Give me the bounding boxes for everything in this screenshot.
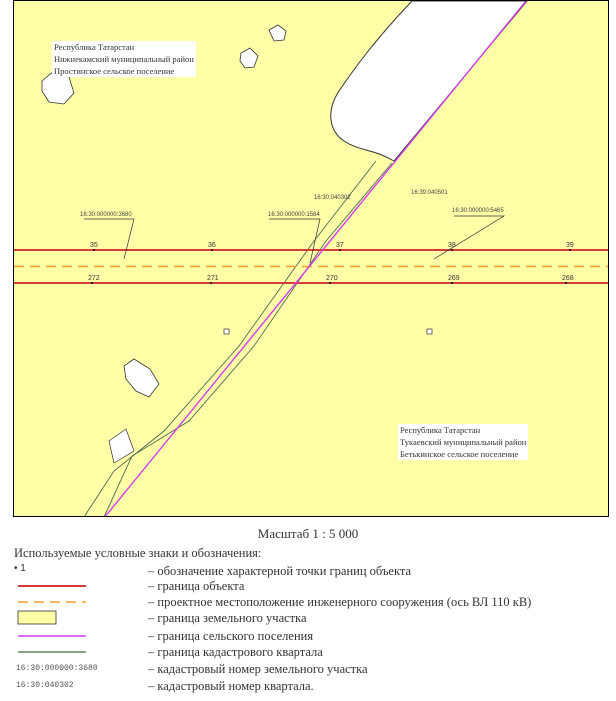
boundary-point-marker (569, 249, 571, 251)
boundary-point-number: 38 (448, 242, 456, 249)
land-plot-symbol (14, 610, 124, 626)
settlement-symbol (14, 628, 124, 644)
legend-desc: – проектное местоположение инженерного сооружения (ось ВЛ 110 кВ) (148, 595, 532, 609)
region-label-north (52, 41, 196, 77)
boundary-point-number: 39 (566, 242, 574, 249)
quarter-number-symbol (14, 678, 124, 694)
quarter-label: 16:30:040302 (314, 195, 351, 201)
legend-item-land-plot (14, 610, 609, 626)
boundary-point-marker (210, 282, 212, 284)
legend-desc: – обозначение характерной точки границ объекта (148, 564, 412, 578)
quarter-number-sample: 16:30:040302 (16, 681, 74, 690)
boundary-point-marker (91, 282, 93, 284)
parcel-label: 16:30:000000:5465 (452, 208, 504, 214)
boundary-point-number: 268 (562, 275, 574, 282)
legend-desc: – граница кадастрового квартала (148, 645, 323, 659)
point-symbol: • 1 (14, 563, 26, 574)
boundary-point-number: 36 (208, 242, 216, 249)
quarter-label: 16:39:040501 (411, 190, 448, 196)
boundary-point-marker (565, 282, 567, 284)
legend-title: Используемые условные знаки и обозначения: (14, 546, 262, 560)
boundary-point-marker (93, 249, 95, 251)
legend-desc: – кадастровый номер земельного участка (148, 662, 368, 676)
parcel-label: 16:30:000000:3680 (80, 212, 132, 218)
legend-desc: – граница земельного участка (148, 611, 307, 625)
boundary-point-number: 37 (336, 242, 344, 249)
axis-symbol (14, 594, 124, 610)
legend-item-axis (14, 594, 609, 610)
legend-desc: – кадастровый номер квартала. (148, 679, 314, 693)
boundary-point-marker (329, 282, 331, 284)
legend-item-settlement (14, 628, 609, 644)
legend-item-object-boundary (14, 578, 609, 594)
legend-item-parcel-number (14, 661, 609, 677)
legend-item-point (14, 563, 609, 579)
region-settlement: Простинское сельское поселение (54, 66, 175, 76)
region-republic: Республика Татарстан (400, 425, 481, 435)
region-district: Тукаевский муниципальный район (400, 437, 527, 447)
marker-square (427, 329, 432, 334)
legend-desc: – граница сельского поселения (148, 629, 314, 643)
region-republic: Республика Татарстан (54, 42, 135, 52)
parcel-number-sample: 16:30:000000:3680 (16, 664, 98, 673)
scale-text: Масштаб 1 : 5 000 (257, 526, 359, 541)
cadastral-map (13, 0, 609, 517)
boundary-point-marker (339, 249, 341, 251)
parcel-label: 16:30:000000:1584 (268, 212, 320, 218)
legend-item-quarter (14, 644, 609, 660)
legend-item-quarter-number (14, 678, 609, 694)
object-boundary-symbol (14, 578, 124, 594)
boundary-point-number: 35 (90, 242, 98, 249)
boundary-point-number: 271 (207, 275, 219, 282)
legend-desc: – граница объекта (148, 579, 245, 593)
boundary-point-number: 269 (448, 275, 460, 282)
boundary-point-marker (211, 249, 213, 251)
boundary-point-marker (451, 249, 453, 251)
region-label-south (398, 424, 528, 460)
boundary-point-number: 272 (88, 275, 100, 282)
region-settlement: Бетькинское сельское поселение (400, 449, 519, 459)
boundary-point-number: 270 (326, 275, 338, 282)
region-district: Нижнекамский муниципальный район (54, 54, 194, 64)
marker-square (224, 329, 229, 334)
boundary-point-marker (451, 282, 453, 284)
quarter-symbol (14, 644, 124, 660)
parcel-number-symbol (14, 661, 124, 677)
